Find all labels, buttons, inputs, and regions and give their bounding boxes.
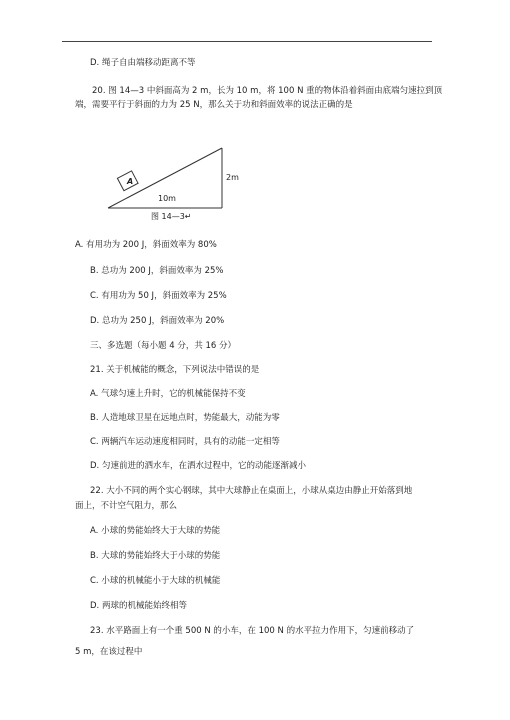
q22-option-c: C. 小球的机械能小于大球的机械能 bbox=[90, 576, 221, 586]
q23-stem-line2: 5 m，在该过程中 bbox=[75, 647, 143, 657]
q21-option-c: C. 两辆汽车运动速度相同时，具有的动能一定相等 bbox=[90, 437, 280, 447]
q20-option-d: D. 总功为 250 J，斜面效率为 20% bbox=[90, 316, 225, 326]
q20-option-b: B. 总功为 200 J，斜面效率为 25% bbox=[90, 266, 224, 276]
height-label: 2m bbox=[226, 173, 239, 182]
section-heading: 三、多选题（每小题 4 分，共 16 分） bbox=[90, 341, 237, 351]
q22-option-a: A. 小球的势能始终大于大球的势能 bbox=[90, 526, 221, 536]
block-label: A bbox=[127, 177, 134, 186]
q22-stem-line1: 22. 大小不同的两个实心钢球，其中大球静止在桌面上，小球从桌边由静止开始落到地 bbox=[90, 486, 413, 496]
header-rule bbox=[62, 41, 432, 42]
q22-stem-line2: 面上，不计空气阻力，那么 bbox=[75, 501, 178, 511]
q22-option-d: D. 两球的机械能始终相等 bbox=[90, 601, 187, 611]
q21-option-a: A. 气球匀速上升时，它的机械能保持不变 bbox=[90, 389, 246, 399]
q20-option-a: A. 有用功为 200 J，斜面效率为 80% bbox=[75, 240, 217, 250]
q20-stem-line2: 端，需要平行于斜面的力为 25 N，那么关于功和斜面效率的说法正确的是 bbox=[75, 100, 353, 110]
q22-option-b: B. 大球的势能始终大于小球的势能 bbox=[90, 551, 221, 561]
q20-stem-line1: 20. 图 14—3 中斜面高为 2 m，长为 10 m，将 100 N 重的物体沿着斜面由底端匀速拉到顶 bbox=[92, 86, 443, 96]
figure-caption: 图 14—3↵ bbox=[151, 212, 192, 221]
q19-option-d: D. 绳子自由端移动距离不等 bbox=[90, 58, 196, 68]
q23-stem-line1: 23. 水平路面上有一个重 500 N 的小车，在 100 N 的水平拉力作用下，匀速前移动了 bbox=[90, 626, 415, 636]
q21-stem: 21. 关于机械能的概念，下列说法中错误的是 bbox=[90, 365, 260, 375]
q21-option-b: B. 人造地球卫星在远地点时，势能最大，动能为零 bbox=[90, 413, 280, 423]
q20-option-c: C. 有用功为 50 J，斜面效率为 25% bbox=[90, 291, 227, 301]
slope-length-label: 10m bbox=[158, 194, 176, 203]
q21-option-d: D. 匀速前进的洒水车，在洒水过程中，它的动能逐渐减小 bbox=[90, 461, 306, 471]
incline-figure bbox=[100, 140, 260, 235]
